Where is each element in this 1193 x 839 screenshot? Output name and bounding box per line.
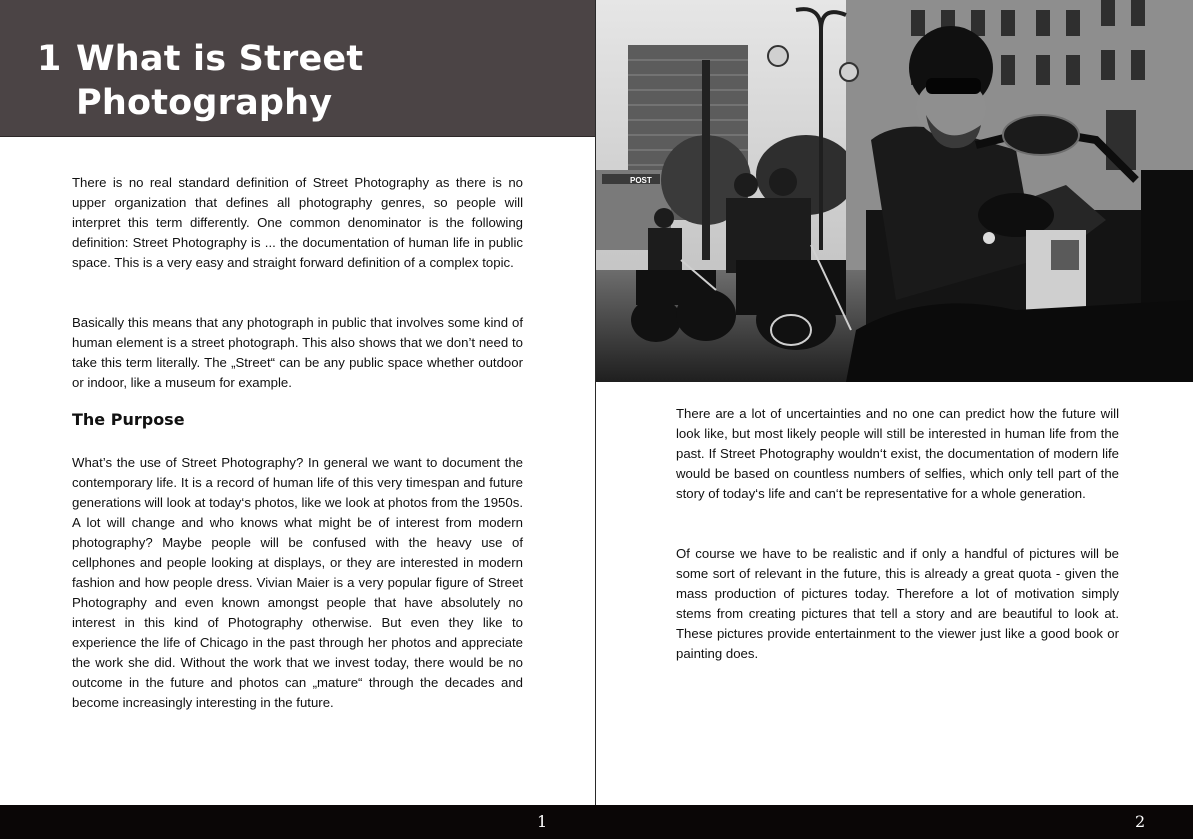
page-number-right: 2 <box>1135 812 1146 831</box>
left-page <box>0 0 595 839</box>
chapter-header <box>0 0 595 137</box>
page-footer-bar <box>0 805 1193 839</box>
page-number-left: 1 <box>537 812 548 831</box>
street-photo-bikers <box>596 0 1193 382</box>
purpose-paragraph: What’s the use of Street Photography? In general we want to document the contemporary life. It is a record of human life of this very timespan and future generations will look at today‘s photos, like we look at photos from the 1950s. A lot will change and who knows what might be of interest from modern photography? Maybe people will be confused with the heavy use of cellphones and people looking at displays, or they are interested in modern fashion and how people dress. Vivian Maier is a very popular figure of Street Photography and even known amongst people that have absolutely no interest in this kind of Photography otherwise. But even they like to experience the life of Chicago in the past through her photos and appreciate the work she did. Without the work that we invest today, there would be no outcome in the future and photos can „mature“ through the decades and become increasingly interesting in the future. <box>72 455 523 710</box>
section-heading-purpose: The Purpose <box>72 410 185 429</box>
right-page <box>596 0 1193 839</box>
photo-sign-text: POST <box>630 176 652 185</box>
chapter-title-text: What is Street Photography <box>76 39 364 123</box>
future-paragraph: There are a lot of uncertainties and no one can predict how the future will look like, but most likely people will still be interested in human life from the past. If Street Photography wouldn‘t exist, the documentation of modern life would be based on countless numbers of selfies, which only tell part of the story of today‘s life and can‘t be representative for a whole generation. <box>676 406 1119 501</box>
intro-paragraph-2: Basically this means that any photograph in public that involves some kind of human element is a street photograph. This also shows that we don’t need to take this term literally. The „Street“ can be any public space whether outdoor or indoor, like a museum for example. <box>72 315 523 390</box>
chapter-title <box>37 37 396 125</box>
intro-paragraph-1: There is no real standard definition of Street Photography as there is no upper organization that defines all photography genres, so people will interpret this term differently. One common denominator is the following definition: Street Photography is ... the documentation of human life in public space. This is a very easy and straight forward definition of a complex topic. <box>72 175 523 270</box>
chapter-number: 1 <box>37 39 62 79</box>
realism-paragraph: Of course we have to be realistic and if only a handful of pictures will be some sort of relevant in the future, this is already a great quota - given the mass production of pictures today. Therefore a lot of motivation simply stems from creating pictures that tell a story and are beautiful to look at. These pictures provide entertainment to the viewer just like a good book or painting does. <box>676 546 1119 661</box>
